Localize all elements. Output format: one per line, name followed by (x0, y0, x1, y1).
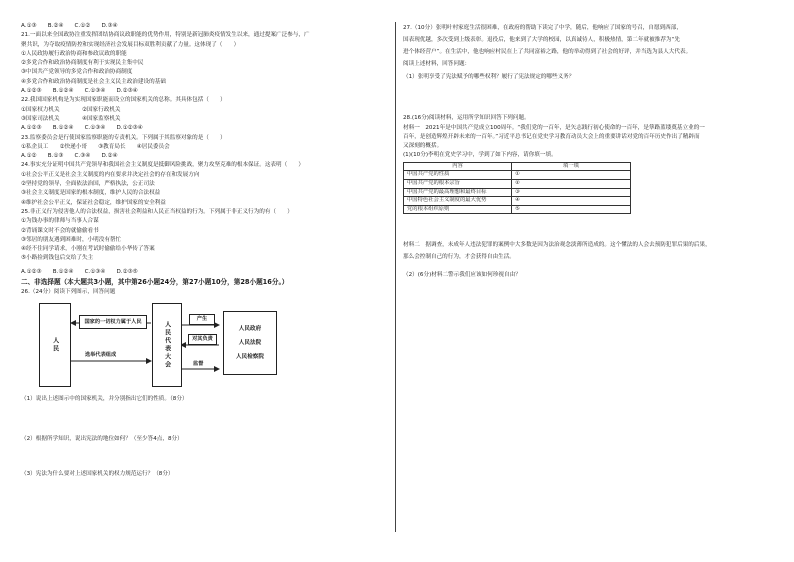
question-27-prompt: 阅读上述材料，回答问题： (403, 61, 471, 67)
answer-choices: A.①②③ B.①②④ C.①③④ D.②③④ (21, 88, 138, 95)
question-28-2: （2）(6分)材料二警示我们应该如何珍视自由？ (403, 272, 521, 279)
table-header-row (404, 162, 631, 171)
organ-government: 人民政府 (238, 326, 262, 333)
option-line: ③国家司法机关 ④国家监察机关 (21, 115, 121, 122)
option-line: ④维护社会公平正义，保证社会稳定，维护国家的安全利益 (21, 199, 166, 206)
option-line: ④多党合作和政治协商制度是社会主义民主政治建设的基础 (21, 78, 166, 85)
fill-in-table (403, 162, 631, 215)
question-24-stem: 24.事实充分证明中国共产党领导和我国社会主义制度是抵御风险挑战，聚力攻坚克难的根本保证。这表明（ ） (21, 162, 304, 169)
organ-court: 人民法院 (238, 340, 262, 347)
supervise-label: 监督 (193, 361, 204, 368)
question-27-1: （1）张明享受了宪法赋予的哪些权利？履行了宪法规定的哪些义务？ (403, 74, 575, 80)
answer-blank[interactable]: ⑤ (512, 205, 631, 214)
material-2-line: 材料二 据调查，未成年人违法犯罪的案例中大多数是因为法治观念淡薄所造成的。这个懂法的人会去预防犯罪后果的后果， (403, 242, 711, 249)
people-box: 人民 (39, 303, 71, 387)
question-22-stem: 22.我国国家机构是为实现国家职能而设立的国家机关的总称。其具体包括（ ） (21, 97, 226, 104)
table-row (404, 197, 631, 206)
right-column (403, 22, 775, 281)
column-divider (395, 22, 396, 532)
table-cell: 中国共产党的最高理想和最终目标 (404, 188, 512, 197)
question-23-stem: 23.监察委员会是行使国家监察职能的专责机关。下列属于其监察对象的是（ ） (21, 134, 226, 141)
answer-blank[interactable]: ② (512, 179, 631, 188)
table-cell: 中国特色社会主义制度的最大优势 (404, 197, 512, 206)
option-line: ①私企员工 ②快递小哥 ③教育局长 ④居民委员会 (21, 143, 170, 150)
congress-box: 人民代表大会 (152, 303, 182, 387)
answer-choices: A.①②③ B.①②④ C.①③④ D.②③⑤ (21, 268, 138, 275)
question-26-2: （2）根据所学知识，说出宪法的地位如何？（至少答4点，8分） (21, 435, 183, 442)
answer-choices: A.①②③ B.①②④ C.①③④ D.①②③④ (21, 125, 143, 132)
text-line: 聚共识，为夺取疫情防控和实现经济社会发展目标双胜利贡献了力量。这体现了（ ） (21, 41, 240, 48)
produce-label-box: 产生 (189, 314, 215, 325)
material-1-line: 又深刻的概括。 (403, 143, 443, 150)
option-line: ③邻居的朋友遇到困难时，小明没有帮忙 (21, 236, 122, 243)
state-organs-box (223, 311, 277, 375)
table-header: 内容 (404, 162, 512, 171)
option-line: ①国家权力机关 ②国家行政机关 (21, 106, 121, 113)
state-organs-diagram (39, 301, 289, 391)
material-1-line: 百年，是创造辉煌开辟未来的一百年。”习近平总书记在党史学习教育动员大会上的重要讲话对党的百年历史作出了精辟而 (403, 133, 700, 140)
question-21-stem: 21.一面以来全国政协注重发挥团结协商议政职能的优势作用，特别是新冠肺炎疫情发生以来，通过提案广泛参与，广 (21, 32, 310, 39)
table-row (404, 179, 631, 188)
material-2-line: 那么会控制自己的行为，才会获得自由生活。 (403, 254, 515, 261)
table-cell: 中国共产党的根本宗旨 (404, 179, 512, 188)
option-line: ①社会公平正义是社会主义制度的内在要求并决定社会的存在和发展方向 (21, 171, 200, 178)
answer-choices: A.①② B.①③ C.③④ D.②④ (21, 153, 118, 160)
option-line: ⑤小路捡到钱包后交给了失主 (21, 255, 94, 262)
table-cell: 中国共产党的性质 (404, 171, 512, 180)
option-line: ③中国共产党领导的多党合作和政治协商制度 (21, 69, 133, 76)
option-line: ②多党合作和政治协商制度有利于实现民主集中民 (21, 60, 144, 67)
table-cell: 党的根本组织原则 (404, 205, 512, 214)
question-28-1: (1)(10分)李明在党史学习中，学到了如下内容，请你填一填。 (403, 152, 557, 159)
material-1-line: 材料一 2021年是中国共产党成立100周年。“我们党的一百年，是矢志践行初心使命的一百年，是筚路蓝缕奠基立业的一 (403, 124, 705, 131)
option-line: ①人民政协履行政治协商和参政议政的职能 (21, 50, 127, 57)
question-25-stem: 25.非正义行为侵害他人的合法权益，损害社会利益和人民正当权益的行为。下列属于非正义行为的有（ ） (21, 208, 293, 215)
table-row (404, 188, 631, 197)
option-line: ①为钱办事的律师与当事人合谋 (21, 218, 99, 225)
text-line: A.①③ B.②④ C.①② D.③④ (21, 23, 118, 29)
power-label-box: 国家的一切权力属于人民 (79, 315, 147, 329)
question-27-line: 进个体经营户”。在生活中，他也响应村民在上了共同富裕之路，他的举动得到了社会的好评，并当选为县人大代表。 (403, 49, 692, 55)
question-26-3: （3）宪法为什么要对上述国家机关的权力规范运行？（8分） (21, 470, 174, 477)
elect-label: 选举代表组成 (85, 352, 117, 359)
option-line: ④经不住同学请求，小刚在考试时偷偷给小华传了答案 (21, 246, 155, 253)
question-27-line: 国表现优越，多次受到上级表彰。退役后，他来到了大学的校园，以真诚待人，积极热情，第二年就被推荐为“先 (403, 37, 680, 43)
organ-procuratorate: 人民检察院 (236, 354, 264, 361)
question-28-stem: 28.(16分)阅读材料，运用所学知识回答下列问题。 (403, 115, 530, 122)
section-heading: 二、非选择题（本大题共3小题，其中第26小题24分，第27小题10分，第28小题16分。） (21, 278, 289, 287)
responsible-label-box: 对其负责 (188, 334, 217, 345)
option-line: ②坚持党的领导，全面依法治国，严格执法，公正司法 (21, 181, 155, 188)
option-line: ②背诵课文时不会的就偷偷看书 (21, 227, 99, 234)
question-26-1: （1）说出上述图示中的国家机关，并分别指出它们的性质。（8分） (21, 396, 188, 403)
table-header: 填一填 (512, 162, 631, 171)
answer-blank[interactable]: ① (512, 171, 631, 180)
answer-blank[interactable]: ③ (512, 188, 631, 197)
question-26-stem: 26.（24分）阅读下列图示，回答问题 (21, 289, 116, 296)
option-line: ③社会主义制度是国家的根本制度，维护人民的合法权益 (21, 190, 161, 197)
question-27-line: 27.（10分）张明叶村家庭生活很困难，在政府的帮助下读完了中学，随后，他响应了国家的号召，自愿到西部， (403, 25, 682, 31)
table-row (404, 171, 631, 180)
left-column (21, 22, 386, 479)
answer-blank[interactable]: ④ (512, 197, 631, 206)
table-row (404, 205, 631, 214)
